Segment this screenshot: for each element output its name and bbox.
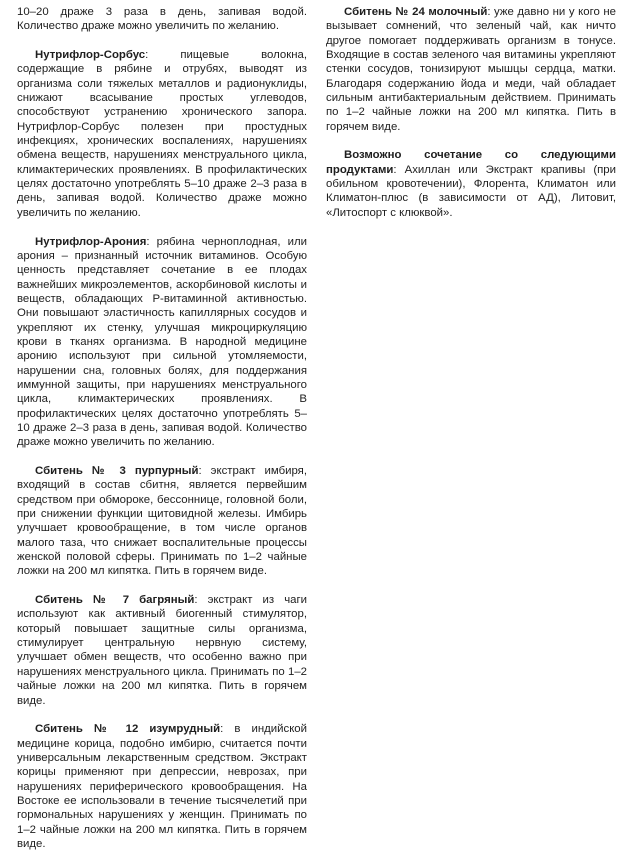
product-name: Нутрифлор-Арония — [35, 235, 147, 248]
paragraph-nutriflor-aronia — [17, 235, 307, 450]
paragraph-intro-continuation — [17, 5, 307, 34]
paragraph-text: : экстракт имбиря, входящий в состав сбитня, является первейшим средством при обмороке, бессоннице, головной боли, при снижении функции щитовидной железы. Имбирь улучшает кровообращение, в том числе органов малого таза, что снижает воспалительные процессы женской половой сферы. Принимать по 1–2 чайные ложки на 200 мл кипятка. Пить в горячем виде. — [17, 465, 307, 578]
paragraph-text: : Ахиллан или Экстракт крапивы (при обильном кровотечении), Флорента, Климатон или Климатон-плюс (в зависимости от АД), Литовит, «Литоспорт с клюквой». — [326, 163, 616, 219]
right-column — [326, 5, 616, 235]
left-column — [17, 5, 307, 866]
paragraph-text: : уже давно ни у кого не вызывает сомнений, что зеленый чай, как ничто другое помогает поддерживать организм в тонусе. Входящие в состав зеленого чая витамины укрепляют стенки сосудов, тонизируют мышцы сердца, матки. Благодаря содержанию йода и меди, чай обладает сильным антибактериальным действием. Принимать по 1–2 чайные ложки на 200 мл кипятка. Пить в горячем виде. — [326, 6, 616, 133]
paragraph-text: : рябина черноплодная, или арония – признанный источник витаминов. Особую ценность представляет сочетание в ее плодах важнейших микроэлементов, аскорбиновой кислоты и веществ, обладающих Р-витаминной активностью. Они повышают эластичность капиллярных сосудов и укрепляют их стенку, улучшая микроциркуляцию крови в тканях организма. В народной медицине аронию используют при сильной утомляемости, нарушении сна, головных болях, для поддержания иммунной защиты, при нарушениях менструального цикла, климактерических проявлениях. В профилактических целях достаточно употреблять 5–10 драже 2–3 раза в день, запивая водой. Количество драже можно увеличить по желанию. — [17, 235, 307, 449]
paragraph-sbiten-24 — [326, 5, 616, 134]
paragraph-sbiten-12 — [17, 722, 307, 851]
product-name: Нутрифлор-Сорбус — [35, 49, 146, 62]
paragraph-text: : пищевые волокна, содержащие в рябине и отрубях, выводят из организма соли тяжелых металлов и радионуклиды, снижают всасывание простых углеводов, способствуют устранению хронического запора. Нутрифлор-Сорбус полезен при простудных инфекциях, хронических воспалениях, нарушениях обмена веществ, нарушениях менструального цикла, климактерических проявлениях. В профилактических целях достаточно употреблять 5–10 драже 2–3 раза в день, запивая водой. Количество драже можно увеличить по желанию. — [17, 49, 307, 219]
paragraph-nutriflor-sorbus — [17, 48, 307, 220]
product-name: Сбитень № 3 пурпурный — [35, 465, 199, 477]
paragraph-text: 10–20 драже 3 раза в день, запивая водой. Количество драже можно увеличить по желанию. — [17, 6, 307, 33]
paragraph-text: : в индийской медицине корица, подобно имбирю, считается почти универсальным лекарственным средством. Экстракт корицы применяют при депрессии, неврозах, при нарушениях периферического кровообращения. На Востоке ее использовали в течение тысячелетий при гормональных нарушениях у женщин. Принимать по 1–2 чайные ложки на 200 мл кипятка. Пить в горячем виде. — [17, 723, 308, 850]
product-name: Сбитень № 24 молочный — [344, 6, 488, 18]
paragraph-combination — [326, 148, 616, 220]
paragraph-text: : экстракт из чаги используют как активный биогенный стимулятор, который повышает защитные силы организма, стимулирует центральную нервную систему, улучшает обмен веществ, что особенно важно при нарушениях менструального цикла. Принимать по 1–2 чайные ложки на 200 мл кипятка. Пить в горячем виде. — [17, 594, 307, 707]
product-name: Сбитень № 7 багряный — [35, 594, 195, 607]
combination-heading: Возможно сочетание со следующими продуктами — [326, 149, 616, 176]
product-name: Сбитень № 12 изумрудный — [35, 723, 221, 736]
paragraph-sbiten-7 — [17, 593, 307, 708]
paragraph-sbiten-3 — [17, 464, 307, 579]
